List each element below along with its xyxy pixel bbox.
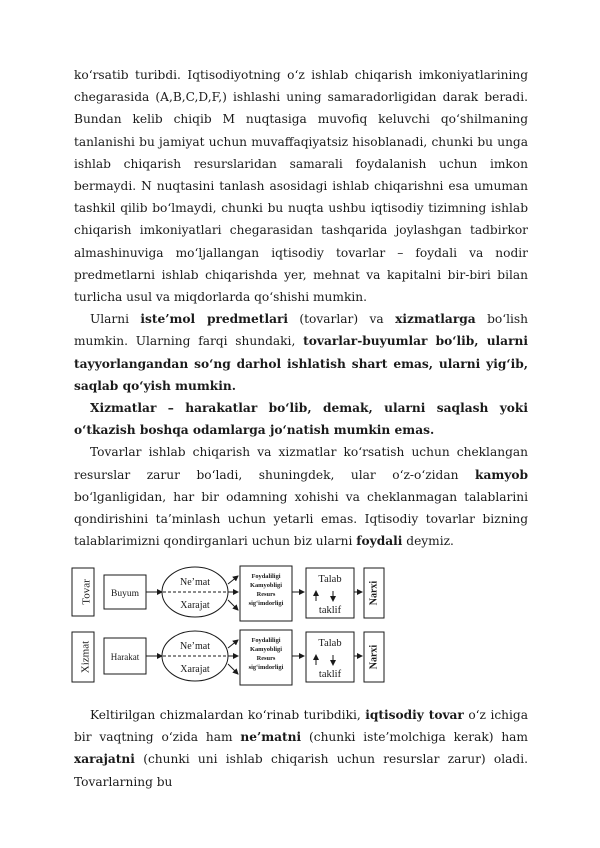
bold-run: xarajatni xyxy=(74,752,135,767)
label-xizmat: Xizmat xyxy=(79,640,92,674)
label-harakat: Harakat xyxy=(110,652,140,662)
label-taklif: taklif xyxy=(318,669,342,680)
bold-run: iqtisodiy tovar xyxy=(365,708,464,722)
text-run: bo‘lish mumkin. Ularning farqi shundaki, xyxy=(74,312,528,349)
text-run: Tovarlar ishlab chiqarish va xizmatlar ko‘rsatish uchun cheklangan resurslar zarur bo‘ladi, shuningdek, ular o‘z-o‘zidan xyxy=(74,445,528,482)
text-run: (chunki uni ishlab chiqarish uchun resurslar zarur) oladi. Tovarlarning bu xyxy=(74,752,528,789)
prop-sigimdorligi: sig‘imdorligi xyxy=(248,664,284,671)
bold-run: Xizmatlar – harakatlar bo‘lib, demak, ularni saqlash yoki o‘tkazish boshqa odamlarga jo‘natish mumkin emas. xyxy=(74,401,528,438)
label-nemat: Ne’mat xyxy=(180,577,210,588)
prop-sigimdorligi: sig‘imdorligi xyxy=(248,600,284,607)
text-run: Keltirilgan chizmalardan ko‘rinab turibdiki, xyxy=(90,708,366,722)
bold-run: kamyob xyxy=(475,467,528,482)
prop-foydaliligi: Foydaliligi xyxy=(251,573,281,580)
prop-foydaliligi: Foydaliligi xyxy=(251,637,281,644)
label-xarajat: Xarajat xyxy=(180,600,210,611)
bold-run: ne’matni xyxy=(240,730,302,745)
text-run: deymiz. xyxy=(402,534,454,549)
bold-run: xizmatlarga xyxy=(395,312,476,327)
paragraph xyxy=(74,704,528,793)
label-narx: Narxi xyxy=(368,580,380,606)
prop-kamyobligi: Kamyobligi xyxy=(250,582,282,589)
text-block-bottom xyxy=(74,704,528,793)
text-run: (tovarlar) va xyxy=(288,312,396,327)
label-narx: Narxi xyxy=(368,644,380,670)
label-xarajat: Xarajat xyxy=(180,664,210,675)
text-run: Ularni xyxy=(90,312,141,327)
bold-run: iste’mol predmetlari xyxy=(140,312,289,327)
prop-resurs: Resurs xyxy=(256,655,276,662)
label-tovar: Tovar xyxy=(80,579,93,605)
text-run: bo‘lganligidan, har bir odamning xohishi va cheklanmagan talablarini qondirishini ta’minlash uchun yetarli emas. Iqtisodiy tovarlar bizning talablarimizni qondirganlari uchun biz ularni xyxy=(74,489,528,549)
prop-resurs: Resurs xyxy=(256,591,276,598)
label-taklif: taklif xyxy=(318,605,342,616)
label-buyum: Buyum xyxy=(111,589,139,599)
prop-kamyobligi: Kamyobligi xyxy=(250,646,282,653)
label-talab: Talab xyxy=(318,574,342,585)
text-run: ko‘rsatib turibdi. Iqtisodiyotning o‘z ishlab chiqarish imkoniyatlarining chegarasida (A,B,C,D,F,) ishlashi uning samaradorligidan darak beradi. Bundan kelib chiqib M nuqtasiga muvofiq keluvchi qo‘shilmaning tanlanishi bu jamiyat uchun muvaffaqiyatsiz hisoblanadi, chunki bu unga ishlab chiqarish resurslaridan samarali foydalanish uchun imkon bermaydi. N nuqtasini tanlash asosidagi ishlab chiqarishni esa umuman tashkil qilib bo‘lmaydi, chunki bu nuqta ushbu iqtisodiy tizimning ishlab chiqarish imkoniyatlari chegarasidan tashqarida joylashgan tadbirkor almashinuviga mo‘ljallangan iqtisodiy tovarlar – foydali va nodir predmetlarni ishlab chiqarishda yer, mehnat va kapitalni bir-biri bilan turlicha usul va miqdorlarda qo‘shishi mumkin. xyxy=(74,68,528,305)
label-talab: Talab xyxy=(318,638,342,649)
text-run: (chunki iste’molchiga kerak) ham xyxy=(301,730,528,745)
bold-run: foydali xyxy=(356,534,403,549)
label-nemat: Ne’mat xyxy=(180,641,210,652)
bold-run: tovarlar-buyumlar bo‘lib, ularni tayyorlangandan so‘ng darhol ishlatish shart emas, ularni yig‘ib, saqlab qo‘yish mumkin. xyxy=(74,334,528,393)
text-run: o‘z ichiga bir vaqtning o‘zida ham xyxy=(74,708,528,745)
